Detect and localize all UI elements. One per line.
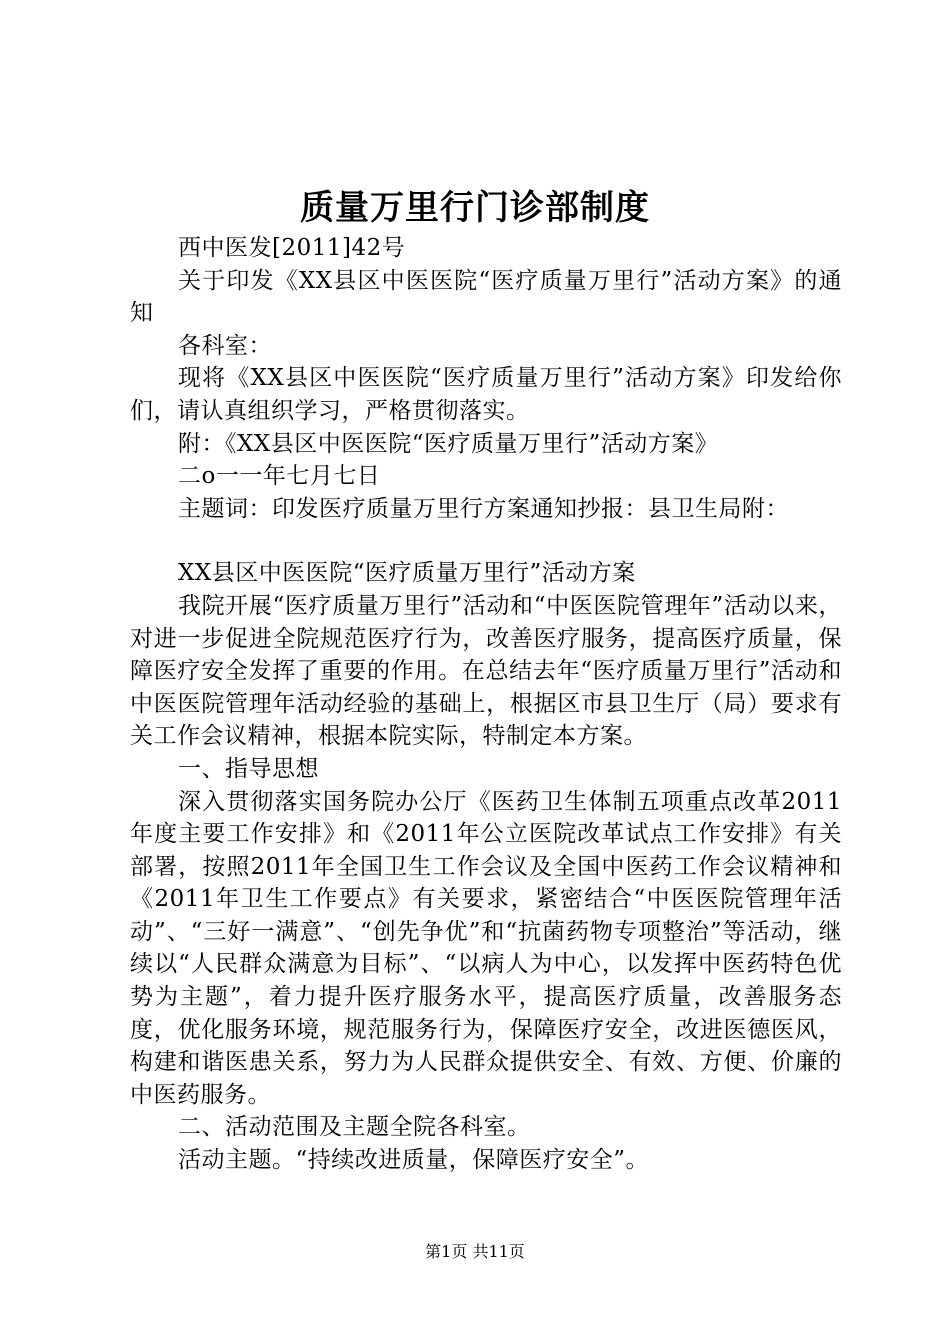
issue-date: 二o一一年七月七日 <box>178 463 381 490</box>
document-number: 西中医发[2011]42号 <box>178 235 406 261</box>
plan-title: XX县区中医医院“医疗质量万里行”活动方案 <box>178 560 636 587</box>
subject-line: 主题词：印发医疗质量万里行方案通知抄报：县卫生局附： <box>178 495 789 522</box>
recipients: 各科室： <box>178 332 272 359</box>
guiding-paragraph: 深入贯彻落实国务院办公厅《医药卫生体制五项重点改革2011年度主要工作安排》和《2011年公立医院改革试点工作安排》有关部署，按照2011年全国卫生工作会议及全国中医药工作会议精神和《2011年卫生工作要点》有关要求，紧密结合“中医医院管理年活动”、“三好一满意”、“创先争优”和“抗菌药物专项整治”等活动，继续以“人民群众满意为目标”、“以病人为中心，以发挥中医药特色优势为主题”，着力提升医疗服务水平，提高医疗质量，改善服务态度，优化服务环境，规范服务行为，保障医疗安全，改进医德医风，构建和谐医患关系，努力为人民群众提供安全、有效、方便、价廉的中医药服务。 <box>130 788 842 1108</box>
notice-title: 关于印发《XX县区中医医院“医疗质量万里行”活动方案》的通知 <box>130 267 842 327</box>
section-heading-guiding: 一、指导思想 <box>178 755 319 782</box>
attachment-line: 附：《XX县区中医医院“医疗质量万里行”活动方案》 <box>178 430 719 457</box>
document-title: 质量万里行门诊部制度 <box>300 188 650 228</box>
section-heading-scope: 二、活动范围及主题全院各科室。 <box>178 1114 531 1141</box>
notice-body: 现将《XX县区中医医院“医疗质量万里行”活动方案》印发给你们，请认真组织学习，严格贯彻落实。 <box>130 365 842 424</box>
plan-intro: 我院开展“医疗质量万里行”活动和“中医医院管理年”活动以来，对进一步促进全院规范医疗行为，改善医疗服务，提高医疗质量，保障医疗安全发挥了重要的作用。在总结去年“医疗质量万里行”活动和中医医院管理年活动经验的基础上，根据区市县卫生厅（局）要求有关工作会议精神，根据本院实际，特制定本方案。 <box>130 592 842 750</box>
activity-theme: 活动主题。“持续改进质量，保障医疗安全”。 <box>178 1147 650 1174</box>
document-body <box>130 232 842 1177</box>
page-footer: 第1页 共11页 <box>425 1242 525 1261</box>
